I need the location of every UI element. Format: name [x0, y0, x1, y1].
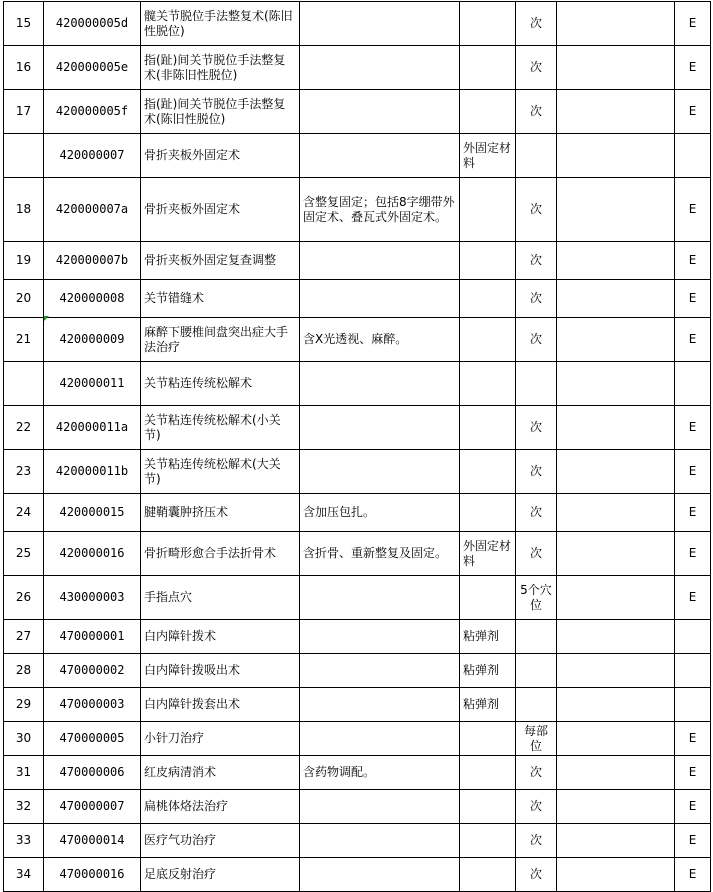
item-name: 红皮病清消术	[141, 756, 300, 790]
row-number: 27	[4, 620, 44, 654]
item-code: 430000003	[44, 576, 141, 620]
item-name: 骨折夹板外固定术	[141, 178, 300, 242]
pricing-unit: 次	[516, 242, 557, 280]
category-grade: E	[675, 824, 711, 858]
item-name: 指(趾)间关节脱位手法整复术(陈旧性脱位)	[141, 90, 300, 134]
item-name: 关节粘连传统松解术(大关节)	[141, 450, 300, 494]
excluded-items	[460, 362, 516, 406]
item-name: 白内障针拨吸出术	[141, 654, 300, 688]
item-code: 470000002	[44, 654, 141, 688]
remarks	[557, 824, 675, 858]
item-name: 医疗气功治疗	[141, 824, 300, 858]
item-code: 470000003	[44, 688, 141, 722]
excluded-items	[460, 756, 516, 790]
pricing-unit: 次	[516, 90, 557, 134]
row-number: 29	[4, 688, 44, 722]
pricing-unit: 次	[516, 318, 557, 362]
excluded-items	[460, 576, 516, 620]
item-name: 白内障针拨术	[141, 620, 300, 654]
table-row	[4, 46, 711, 90]
excluded-items	[460, 178, 516, 242]
excluded-items	[460, 790, 516, 824]
excluded-items	[460, 46, 516, 90]
category-grade: E	[675, 46, 711, 90]
item-content	[300, 824, 460, 858]
category-grade: E	[675, 756, 711, 790]
remarks	[557, 242, 675, 280]
row-number: 32	[4, 790, 44, 824]
row-number: 21	[4, 318, 44, 362]
item-content: 含整复固定；包括8字绷带外固定术、叠瓦式外固定术。	[300, 178, 460, 242]
table-row	[4, 858, 711, 892]
table-row	[4, 790, 711, 824]
item-content	[300, 2, 460, 46]
category-grade: E	[675, 576, 711, 620]
row-number	[4, 362, 44, 406]
table-row	[4, 318, 711, 362]
item-content	[300, 450, 460, 494]
pricing-unit	[516, 688, 557, 722]
item-code: 420000005d	[44, 2, 141, 46]
remarks	[557, 2, 675, 46]
category-grade: E	[675, 242, 711, 280]
item-code: 420000016	[44, 532, 141, 576]
category-grade: E	[675, 450, 711, 494]
item-content	[300, 280, 460, 318]
row-number: 30	[4, 722, 44, 756]
item-name: 髋关节脱位手法整复术(陈旧性脱位)	[141, 2, 300, 46]
remarks	[557, 494, 675, 532]
item-content: 含折骨、重新整复及固定。	[300, 532, 460, 576]
table-row	[4, 134, 711, 178]
table-row	[4, 178, 711, 242]
row-number: 23	[4, 450, 44, 494]
excluded-items: 外固定材料	[460, 532, 516, 576]
table-row	[4, 688, 711, 722]
table-body	[4, 2, 711, 892]
table-row	[4, 824, 711, 858]
pricing-unit: 次	[516, 280, 557, 318]
category-grade: E	[675, 858, 711, 892]
excluded-items	[460, 406, 516, 450]
remarks	[557, 134, 675, 178]
excluded-items	[460, 2, 516, 46]
item-content	[300, 688, 460, 722]
table-row	[4, 90, 711, 134]
item-code: 420000011	[44, 362, 141, 406]
item-name: 足底反射治疗	[141, 858, 300, 892]
excluded-items	[460, 90, 516, 134]
pricing-unit: 每部位	[516, 722, 557, 756]
item-code: 420000011b	[44, 450, 141, 494]
table-row	[4, 362, 711, 406]
category-grade: E	[675, 318, 711, 362]
category-grade	[675, 134, 711, 178]
row-number: 33	[4, 824, 44, 858]
remarks	[557, 576, 675, 620]
item-code: 420000008	[44, 280, 141, 318]
category-grade: E	[675, 90, 711, 134]
item-content	[300, 134, 460, 178]
category-grade: E	[675, 178, 711, 242]
item-content	[300, 722, 460, 756]
item-code: 470000006	[44, 756, 141, 790]
item-name: 扁桃体烙法治疗	[141, 790, 300, 824]
item-name: 小针刀治疗	[141, 722, 300, 756]
item-name: 手指点穴	[141, 576, 300, 620]
remarks	[557, 46, 675, 90]
remarks	[557, 688, 675, 722]
table-row	[4, 2, 711, 46]
excluded-items	[460, 450, 516, 494]
row-number: 24	[4, 494, 44, 532]
category-grade: E	[675, 280, 711, 318]
pricing-unit: 次	[516, 450, 557, 494]
excluded-items	[460, 858, 516, 892]
item-code: 420000007b	[44, 242, 141, 280]
row-number: 34	[4, 858, 44, 892]
item-code: 420000005f	[44, 90, 141, 134]
pricing-unit: 次	[516, 532, 557, 576]
row-number: 20	[4, 280, 44, 318]
item-code: 470000001	[44, 620, 141, 654]
item-code: 470000005	[44, 722, 141, 756]
row-number: 28	[4, 654, 44, 688]
item-code: 420000007	[44, 134, 141, 178]
table-row	[4, 532, 711, 576]
remarks	[557, 532, 675, 576]
pricing-unit	[516, 654, 557, 688]
item-content	[300, 406, 460, 450]
item-name: 骨折夹板外固定复查调整	[141, 242, 300, 280]
item-code: 420000005e	[44, 46, 141, 90]
category-grade: E	[675, 494, 711, 532]
row-number: 15	[4, 2, 44, 46]
item-name: 骨折畸形愈合手法折骨术	[141, 532, 300, 576]
category-grade	[675, 654, 711, 688]
pricing-unit: 次	[516, 790, 557, 824]
table-row	[4, 242, 711, 280]
item-code: 470000007	[44, 790, 141, 824]
item-content	[300, 654, 460, 688]
pricing-unit: 次	[516, 406, 557, 450]
pricing-unit: 次	[516, 46, 557, 90]
remarks	[557, 722, 675, 756]
remarks	[557, 318, 675, 362]
item-name: 腱鞘囊肿挤压术	[141, 494, 300, 532]
pricing-unit: 次	[516, 2, 557, 46]
pricing-unit: 次	[516, 756, 557, 790]
excluded-items	[460, 318, 516, 362]
category-grade: E	[675, 406, 711, 450]
pricing-unit: 次	[516, 858, 557, 892]
item-content: 含X光透视、麻醉。	[300, 318, 460, 362]
excluded-items: 粘弹剂	[460, 654, 516, 688]
item-content	[300, 576, 460, 620]
table-row	[4, 450, 711, 494]
remarks	[557, 280, 675, 318]
remarks	[557, 178, 675, 242]
row-number: 22	[4, 406, 44, 450]
table-row	[4, 722, 711, 756]
excluded-items	[460, 824, 516, 858]
table-row	[4, 576, 711, 620]
item-content	[300, 90, 460, 134]
row-number: 17	[4, 90, 44, 134]
item-name: 关节粘连传统松解术	[141, 362, 300, 406]
remarks	[557, 756, 675, 790]
item-name: 麻醉下腰椎间盘突出症大手法治疗	[141, 318, 300, 362]
remarks	[557, 450, 675, 494]
item-content: 含药物调配。	[300, 756, 460, 790]
category-grade	[675, 362, 711, 406]
item-name: 白内障针拨套出术	[141, 688, 300, 722]
category-grade: E	[675, 532, 711, 576]
remarks	[557, 654, 675, 688]
row-number: 18	[4, 178, 44, 242]
remarks	[557, 858, 675, 892]
row-number: 16	[4, 46, 44, 90]
excluded-items	[460, 242, 516, 280]
table-row	[4, 654, 711, 688]
item-code: 470000016	[44, 858, 141, 892]
category-grade: E	[675, 722, 711, 756]
item-code: 420000011a	[44, 406, 141, 450]
excluded-items	[460, 494, 516, 532]
item-code: 420000007a	[44, 178, 141, 242]
item-code: 470000014	[44, 824, 141, 858]
pricing-unit	[516, 362, 557, 406]
item-name: 关节错缝术	[141, 280, 300, 318]
table-row	[4, 406, 711, 450]
remarks	[557, 620, 675, 654]
item-code: 420000015	[44, 494, 141, 532]
pricing-unit: 5个穴位	[516, 576, 557, 620]
category-grade	[675, 620, 711, 654]
item-name: 骨折夹板外固定术	[141, 134, 300, 178]
excluded-items: 粘弹剂	[460, 620, 516, 654]
row-number: 26	[4, 576, 44, 620]
item-content	[300, 858, 460, 892]
cell-comment-marker	[44, 316, 49, 321]
row-number: 25	[4, 532, 44, 576]
remarks	[557, 362, 675, 406]
excluded-items	[460, 722, 516, 756]
excluded-items: 粘弹剂	[460, 688, 516, 722]
item-content	[300, 46, 460, 90]
table-row	[4, 756, 711, 790]
remarks	[557, 90, 675, 134]
table-row	[4, 280, 711, 318]
item-code: 420000009	[44, 318, 141, 362]
table-row	[4, 494, 711, 532]
item-name: 指(趾)间关节脱位手法整复术(非陈旧性脱位)	[141, 46, 300, 90]
category-grade	[675, 688, 711, 722]
table-row	[4, 620, 711, 654]
pricing-unit: 次	[516, 178, 557, 242]
item-content	[300, 362, 460, 406]
remarks	[557, 790, 675, 824]
pricing-unit: 次	[516, 824, 557, 858]
pricing-unit	[516, 620, 557, 654]
item-content	[300, 620, 460, 654]
excluded-items: 外固定材料	[460, 134, 516, 178]
item-content	[300, 242, 460, 280]
excluded-items	[460, 280, 516, 318]
item-content: 含加压包扎。	[300, 494, 460, 532]
remarks	[557, 406, 675, 450]
category-grade: E	[675, 2, 711, 46]
item-name: 关节粘连传统松解术(小关节)	[141, 406, 300, 450]
pricing-unit	[516, 134, 557, 178]
row-number: 31	[4, 756, 44, 790]
item-content	[300, 790, 460, 824]
pricing-unit: 次	[516, 494, 557, 532]
row-number: 19	[4, 242, 44, 280]
row-number	[4, 134, 44, 178]
category-grade: E	[675, 790, 711, 824]
fee-table	[3, 1, 711, 892]
